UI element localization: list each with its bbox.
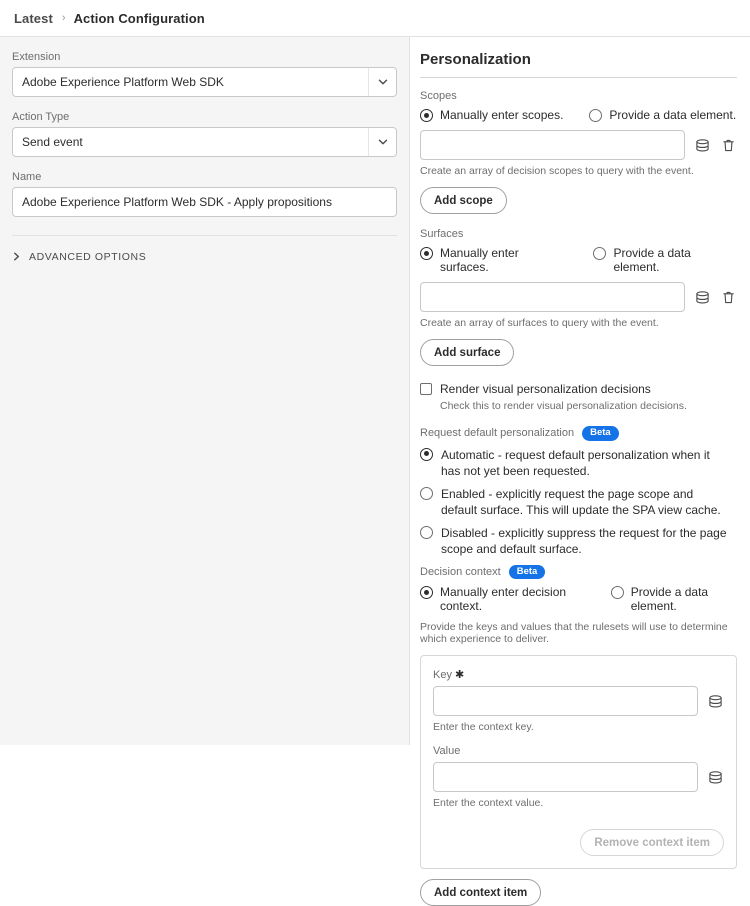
context-key-input[interactable] [433,686,698,716]
decision-context-radio-data-element-label: Provide a data element. [630,585,709,614]
surfaces-help-text: Create an array of surfaces to query with the event. [420,317,659,329]
breadcrumb [0,0,750,37]
context-value-help-text: Enter the context value. [433,797,544,810]
add-scope-button[interactable]: Add scope [420,187,507,214]
action-type-select[interactable] [12,127,397,157]
required-asterisk-icon: ✱ [455,669,465,682]
decision-context-radio-group [420,585,737,613]
breadcrumb-item-latest[interactable]: Latest [14,10,53,26]
surfaces-section [420,228,737,366]
breadcrumb-separator-icon: › [61,12,66,24]
scopes-label-text: Scopes [420,90,457,102]
context-card-actions [433,819,724,856]
beta-badge: Beta [582,426,619,441]
advanced-options-label: ADVANCED OPTIONS [29,251,147,263]
extension-label: Extension [12,51,61,63]
remove-context-item-button[interactable]: Remove context item [580,829,724,856]
extension-select-value: Adobe Experience Platform Web SDK [22,75,224,89]
extension-field [12,51,397,97]
advanced-options-toggle[interactable] [12,235,397,264]
surfaces-radio-manual[interactable] [420,246,567,274]
trash-icon[interactable] [719,288,737,306]
context-key-row [433,686,724,716]
scopes-radio-group [420,108,737,122]
extension-select[interactable] [12,67,397,97]
radio-unselected-icon [611,586,624,599]
render-decisions-help-text: Check this to render visual personalization decisions. [440,400,687,412]
scopes-radio-data-element-label: Provide a data element. [609,108,737,122]
context-value-input[interactable] [433,762,698,792]
breadcrumb-item-action-configuration[interactable]: Action Configuration [73,10,205,26]
data-element-icon[interactable] [706,768,724,786]
decision-context-section [420,565,737,906]
decision-context-radio-data-element[interactable] [611,585,737,613]
decision-context-radio-manual[interactable] [420,585,585,613]
radio-unselected-icon [589,109,602,122]
chevron-down-icon[interactable] [368,68,396,96]
decision-context-help-text: Provide the keys and values that the rulesets will use to determine which experience to deliver. [420,621,728,646]
scopes-input[interactable] [420,130,685,160]
add-context-item-button[interactable]: Add context item [420,879,541,906]
left-config-panel [0,37,410,745]
context-value-label: Value [433,745,461,758]
radio-selected-icon [420,586,433,599]
radio-selected-icon [420,109,433,122]
chevron-right-icon [12,250,21,264]
surfaces-input[interactable] [420,282,685,312]
surfaces-radio-manual-label: Manually enter surfaces. [440,246,519,274]
scopes-help-text: Create an array of decision scopes to query with the event. [420,165,694,177]
decision-context-radio-manual-label: Manually enter decision context. [440,585,567,614]
radio-selected-icon [420,448,433,461]
render-decisions-row[interactable] [420,382,737,396]
name-input[interactable]: Adobe Experience Platform Web SDK - Apply propositions [12,187,397,217]
personalization-panel [410,37,749,899]
data-element-icon[interactable] [706,692,724,710]
rdp-option-disabled-label: Disabled - explicitly suppress the request for the page scope and default surface. [441,526,727,557]
action-type-label: Action Type [12,111,70,123]
context-value-row [433,762,724,792]
surfaces-radio-group [420,246,737,274]
rdp-option-automatic[interactable] [420,447,737,479]
surfaces-radio-data-element-label: Provide a data element. [613,246,691,274]
beta-badge: Beta [509,565,546,580]
context-key-label [433,668,724,681]
scopes-input-row [420,130,737,160]
data-element-icon[interactable] [693,288,711,306]
rdp-option-automatic-label: Automatic - request default personalization when it has not yet been requested. [441,447,710,478]
decision-context-label-text: Decision context [420,565,501,578]
scopes-section [420,90,737,214]
scopes-radio-data-element[interactable] [589,108,736,122]
name-field [12,171,397,217]
data-element-icon[interactable] [693,136,711,154]
request-default-personalization-label-text: Request default personalization [420,427,575,440]
trash-icon[interactable] [719,136,737,154]
render-decisions-label: Render visual personalization decisions [440,382,651,396]
page-title: Personalization [420,51,737,78]
surfaces-label-text: Surfaces [420,228,464,240]
chevron-down-icon[interactable] [368,128,396,156]
checkbox-unchecked-icon[interactable] [420,383,432,395]
name-label: Name [12,171,42,183]
surfaces-label [420,228,737,240]
action-type-select-value: Send event [22,135,83,149]
request-default-personalization-section [420,426,737,558]
scopes-radio-manual-label: Manually enter scopes. [440,108,564,122]
request-default-personalization-label [420,426,737,441]
rdp-option-enabled[interactable] [420,486,737,518]
context-key-label-text: Key [433,669,452,682]
context-item-card [420,655,737,869]
surfaces-radio-data-element[interactable] [593,246,737,274]
radio-unselected-icon [420,487,433,500]
main-content [0,37,750,899]
context-key-help-text: Enter the context key. [433,721,534,734]
radio-selected-icon [420,247,433,260]
radio-unselected-icon [420,526,433,539]
scopes-label [420,90,737,102]
radio-unselected-icon [593,247,606,260]
action-type-field [12,111,397,157]
rdp-option-disabled[interactable] [420,525,737,557]
scopes-radio-manual[interactable] [420,108,563,122]
surfaces-input-row [420,282,737,312]
add-surface-button[interactable]: Add surface [420,339,514,366]
decision-context-label [420,565,737,580]
rdp-option-enabled-label: Enabled - explicitly request the page scope and default surface. This will update the SPA view cache. [441,486,721,518]
